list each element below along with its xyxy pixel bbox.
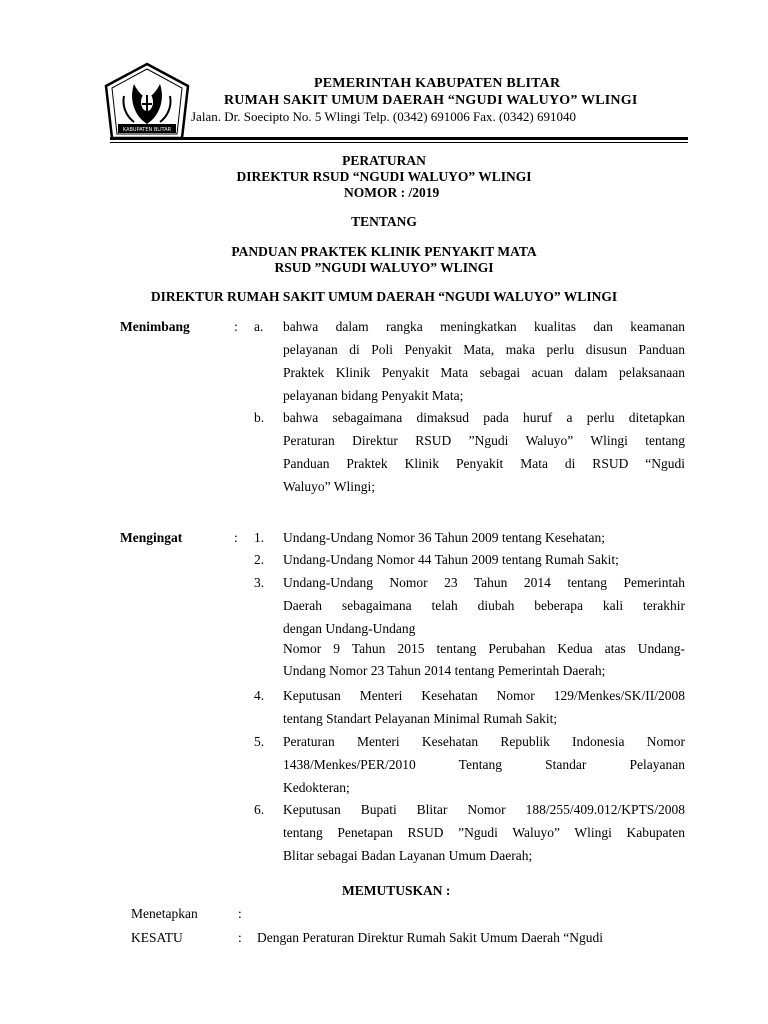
header-gov: PEMERINTAH KABUPATEN BLITAR xyxy=(314,76,561,91)
regency-logo xyxy=(104,62,190,140)
mengingat-item-number: 6. xyxy=(254,802,265,817)
mengingat-item-line: Peraturan Menteri Kesehatan Republik Indonesia Nomor xyxy=(283,735,685,749)
title-subject-2: RSUD ”NGUDI WALUYO” WLINGI xyxy=(274,260,494,275)
logo-caption: KABUPATEN BLITAR xyxy=(122,127,172,133)
menimbang-b-line: Waluyo” Wlingi; xyxy=(283,479,376,494)
mengingat-label: Mengingat xyxy=(120,530,183,545)
mengingat-item-3-text xyxy=(283,576,685,687)
mengingat-item-line: 1438/Menkes/PER/2010 Tentang Standar Pelayanan xyxy=(283,757,685,772)
header-rule-thin xyxy=(110,142,688,143)
mengingat-item-line: Nomor 9 Tahun 2015 tentang Perubahan Kedua atas Undang- xyxy=(283,641,685,656)
mengingat-item-line: Keputusan Bupati Blitar Nomor 188/255/409.012/KPTS/2008 xyxy=(283,803,685,817)
kesatu-label: KESATU xyxy=(131,930,183,945)
title-peraturan: PERATURAN xyxy=(342,153,426,168)
menimbang-a-line: Praktek Klinik Penyakit Mata sebagai acuan dalam pelaksanaan xyxy=(283,365,685,380)
mengingat-item-number: 2. xyxy=(254,552,265,567)
mengingat-item-number: 5. xyxy=(254,734,265,749)
header-address: Jalan. Dr. Soecipto No. 5 Wlingi Telp. (0342) 691006 Fax. (0342) 691040 xyxy=(191,109,576,124)
title-direktur: DIREKTUR RSUD “NGUDI WALUYO” WLINGI xyxy=(236,169,532,184)
mengingat-item-4-text xyxy=(283,689,685,735)
menimbang-b-line: bahwa sebagaimana dimaksud pada huruf a perlu ditetapkan xyxy=(283,411,685,425)
header-rule-thick xyxy=(110,137,688,140)
mengingat-item-line: Undang-Undang Nomor 36 Tahun 2009 tentang Kesehatan; xyxy=(283,530,605,545)
mengingat-item-6-text xyxy=(283,803,685,872)
menimbang-a-marker: a. xyxy=(254,319,264,334)
title-subject-1: PANDUAN PRAKTEK KLINIK PENYAKIT MATA xyxy=(231,244,537,259)
mengingat-item-5-text xyxy=(283,735,685,804)
mengingat-item-number: 4. xyxy=(254,688,265,703)
menimbang-b-marker: b. xyxy=(254,410,265,425)
mengingat-item-number: 3. xyxy=(254,575,265,590)
menimbang-b-line: Peraturan Direktur RSUD ”Ngudi Waluyo” Wlingi tentang xyxy=(283,433,685,448)
memutuskan-heading: MEMUTUSKAN : xyxy=(342,883,451,898)
menimbang-label: Menimbang xyxy=(120,319,190,334)
mengingat-item-line: tentang Standart Pelayanan Minimal Rumah Sakit; xyxy=(283,711,558,726)
mengingat-item-line: Blitar sebagai Badan Layanan Umum Daerah; xyxy=(283,848,533,863)
mengingat-item-line: Daerah sebagaimana telah diubah beberapa kali terakhir xyxy=(283,598,685,613)
menimbang-a-line: pelayanan bidang Penyakit Mata; xyxy=(283,388,464,403)
mengingat-item-line: tentang Penetapan RSUD ”Ngudi Waluyo” Wlingi Kabupaten xyxy=(283,825,685,840)
mengingat-colon: : xyxy=(234,530,238,545)
mengingat-item-line: Undang Nomor 23 Tahun 2014 tentang Pemerintah Daerah; xyxy=(283,663,606,678)
title-tentang: TENTANG xyxy=(351,214,417,229)
kesatu-text: Dengan Peraturan Direktur Rumah Sakit Umum Daerah “Ngudi xyxy=(257,930,604,945)
menimbang-a-line: pelayanan di Poli Penyakit Mata, maka perlu disusun Panduan xyxy=(283,342,685,357)
menimbang-a-line: bahwa dalam rangka meningkatkan kualitas dan keamanan xyxy=(283,320,685,334)
mengingat-item-line: dengan Undang-Undang xyxy=(283,621,416,636)
menetapkan-colon: : xyxy=(238,906,242,921)
menimbang-colon: : xyxy=(234,319,238,334)
kesatu-colon: : xyxy=(238,930,242,945)
mengingat-item-number: 1. xyxy=(254,530,265,545)
mengingat-item-line: Undang-Undang Nomor 23 Tahun 2014 tentang Pemerintah xyxy=(283,576,685,590)
mengingat-item-line: Kedokteran; xyxy=(283,780,350,795)
menetapkan-label: Menetapkan xyxy=(131,906,198,921)
title-director: DIREKTUR RUMAH SAKIT UMUM DAERAH “NGUDI WALUYO” WLINGI xyxy=(150,289,618,304)
mengingat-item-line: Undang-Undang Nomor 44 Tahun 2009 tentang Rumah Sakit; xyxy=(283,552,619,567)
menimbang-b-text xyxy=(283,411,685,503)
menimbang-b-line: Panduan Praktek Klinik Penyakit Mata di RSUD “Ngudi xyxy=(283,456,685,471)
mengingat-item-line: Keputusan Menteri Kesehatan Nomor 129/Menkes/SK/II/2008 xyxy=(283,689,685,703)
title-nomor: NOMOR : /2019 xyxy=(344,185,440,200)
header-hospital: RUMAH SAKIT UMUM DAERAH “NGUDI WALUYO” WLINGI xyxy=(224,93,638,108)
menimbang-a-text xyxy=(283,320,685,412)
